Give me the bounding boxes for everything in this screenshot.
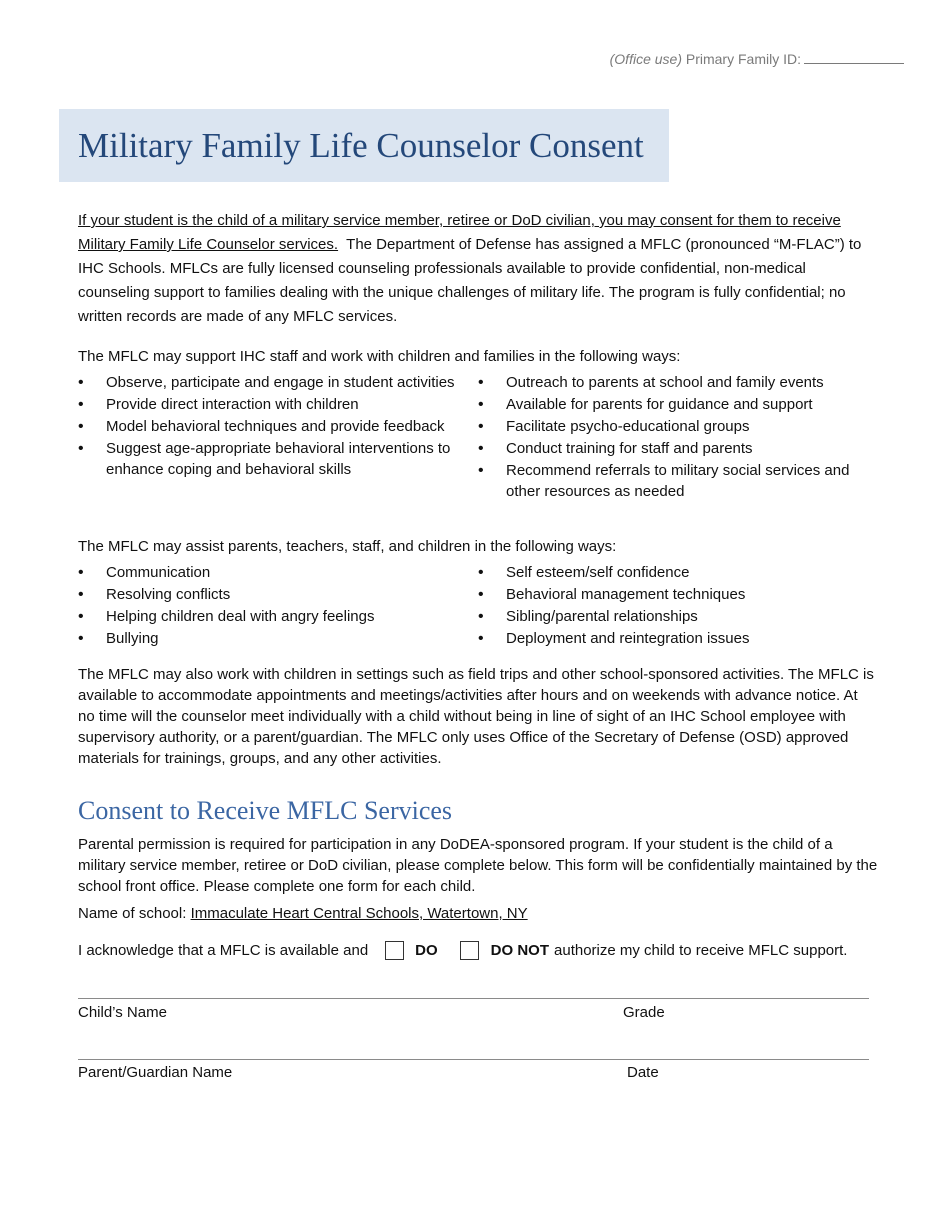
school-name-label: Name of school: bbox=[78, 905, 187, 922]
list-item: • Suggest age-appropriate behavioral interventions to enhance coping and behavioral skills bbox=[78, 439, 478, 480]
list-item: • Outreach to parents at school and family events bbox=[478, 373, 853, 394]
assist-list bbox=[78, 563, 878, 651]
assist-list-left bbox=[78, 563, 478, 651]
do-not-label: DO NOT bbox=[490, 942, 550, 959]
support-list-right bbox=[478, 373, 853, 504]
acknowledgement-tail: authorize my child to receive MFLC support. bbox=[554, 942, 848, 959]
child-name-label: Child’s Name bbox=[78, 1004, 167, 1021]
list-item: • Resolving conflicts bbox=[78, 585, 478, 606]
list-item: • Provide direct interaction with children bbox=[78, 395, 478, 416]
list-item: • Available for parents for guidance and support bbox=[478, 395, 853, 416]
list-item: • Helping children deal with angry feelings bbox=[78, 607, 478, 628]
list-item: • Facilitate psycho-educational groups bbox=[478, 417, 853, 438]
do-not-checkbox[interactable] bbox=[460, 941, 479, 960]
title-banner bbox=[59, 109, 669, 182]
consent-heading: Consent to Receive MFLC Services bbox=[78, 796, 453, 825]
list-item: • Sibling/parental relationships bbox=[478, 607, 853, 628]
consent-paragraph: Parental permission is required for participation in any DoDEA-sponsored program. If your student is the child of a military service member, retiree or DoD civilian, please complete below. This form will be confidentially maintained by the school front office. Please complete one form for each child. bbox=[78, 836, 878, 895]
list-item: • Observe, participate and engage in student activities bbox=[78, 373, 478, 394]
date-label: Date bbox=[627, 1064, 659, 1081]
support-lead: The MFLC may support IHC staff and work with children and families in the following ways: bbox=[78, 348, 681, 365]
list-item: • Model behavioral techniques and provide feedback bbox=[78, 417, 478, 438]
office-use-label: (Office use) bbox=[609, 51, 682, 67]
assist-list-right bbox=[478, 563, 853, 651]
intro-paragraph bbox=[78, 209, 878, 329]
acknowledgement-row bbox=[78, 941, 847, 960]
list-item: • Recommend referrals to military social services and other resources as needed bbox=[478, 461, 853, 502]
intro-body-text: The Department of Defense has assigned a MFLC (pronounced “M-FLAC”) to IHC Schools. MFLCs are fully licensed counseling professionals available to provide confidential, non-medical counseling support to families dealing with the unique challenges of military life. The program is fully confidential; no written records are made of any MFLC services. bbox=[78, 236, 862, 325]
list-item: • Bullying bbox=[78, 629, 478, 650]
parent-signature-line[interactable] bbox=[78, 1059, 869, 1060]
list-item: • Conduct training for staff and parents bbox=[478, 439, 853, 460]
parent-name-label: Parent/Guardian Name bbox=[78, 1064, 233, 1081]
school-name-row bbox=[78, 905, 528, 922]
child-signature-line[interactable] bbox=[78, 998, 869, 999]
support-list-left bbox=[78, 373, 478, 504]
list-item: • Deployment and reintegration issues bbox=[478, 629, 853, 650]
primary-family-id-label: Primary Family ID: bbox=[685, 51, 801, 67]
list-item: • Communication bbox=[78, 563, 478, 584]
assist-lead: The MFLC may assist parents, teachers, staff, and children in the following ways: bbox=[78, 538, 617, 555]
primary-family-id-field[interactable] bbox=[804, 51, 904, 64]
grade-label: Grade bbox=[623, 1004, 665, 1021]
acknowledgement-text: I acknowledge that a MFLC is available and bbox=[78, 942, 369, 959]
do-label: DO bbox=[415, 942, 438, 959]
intro-underlined-text: If your student is the child of a military service member, retiree or DoD civilian, you may consent for them to receive Military Family Life Counselor services. bbox=[78, 212, 841, 253]
list-item: • Behavioral management techniques bbox=[478, 585, 853, 606]
list-item: • Self esteem/self confidence bbox=[478, 563, 853, 584]
do-checkbox[interactable] bbox=[385, 941, 404, 960]
support-list bbox=[78, 373, 878, 504]
page-title: Military Family Life Counselor Consent bbox=[78, 126, 644, 165]
settings-paragraph: The MFLC may also work with children in settings such as field trips and other school-sponsored activities. The MFLC is available to accommodate appointments and meetings/activities after hours and on weekends with advance notice. At no time will the counselor meet individually with a child without being in line of sight of an IHC School employee with supervisory authority, or a parent/guardian. The MFLC only uses Office of the Secretary of Defense (OSD) approved materials for trainings, groups, and any other activities. bbox=[78, 666, 874, 767]
office-use-family-id bbox=[610, 51, 904, 67]
school-name-value: Immaculate Heart Central Schools, Watertown, NY bbox=[190, 905, 528, 922]
